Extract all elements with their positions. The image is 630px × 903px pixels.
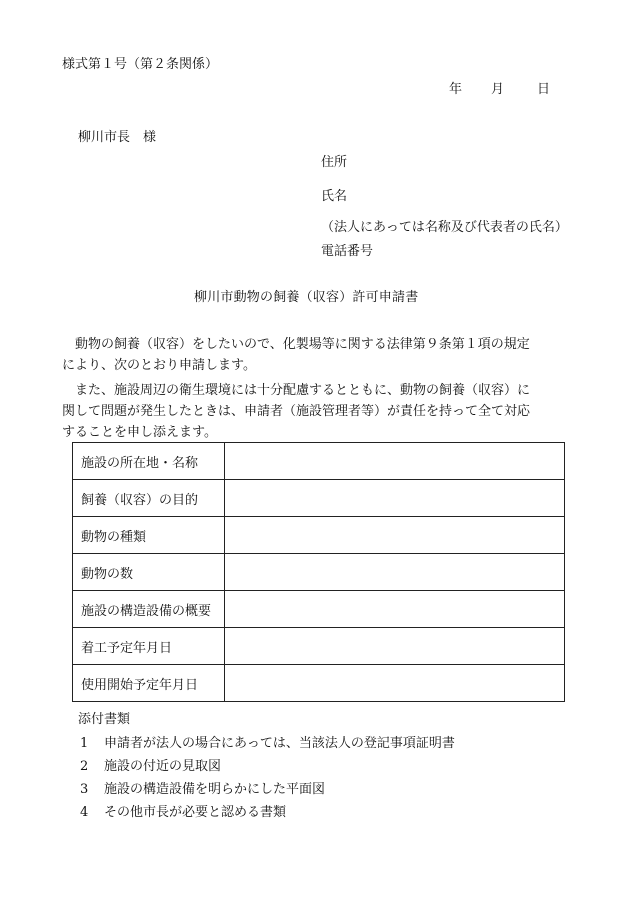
attachment-text: 申請者が法人の場合にあっては、当該法人の登記事項証明書: [104, 736, 455, 751]
attachment-number: 2: [80, 759, 89, 774]
attachment-text: 施設の付近の見取図: [104, 759, 222, 774]
addressee: 柳川市長 様: [78, 130, 157, 145]
row-label: 飼養（収容）の目的: [73, 480, 225, 517]
applicant-phone-label: 電話番号: [321, 244, 374, 259]
row-value-field[interactable]: [225, 665, 565, 702]
attachment-item: [80, 805, 286, 821]
table-row: [73, 628, 565, 665]
row-value-field[interactable]: [225, 554, 565, 591]
row-label: 使用開始予定年月日: [73, 665, 225, 702]
table-row: [73, 443, 565, 480]
date-month-label: 月: [491, 82, 505, 97]
body-paragraph-2-line-2: 関して問題が発生したときは、申請者（施設管理者等）が責任を持って全て対応: [62, 404, 531, 419]
attachment-text: 施設の構造設備を明らかにした平面図: [104, 782, 326, 797]
body-paragraph-1-line-2: により、次のとおり申請します。: [62, 358, 256, 373]
row-label: 動物の種類: [73, 517, 225, 554]
row-label: 着工予定年月日: [73, 628, 225, 665]
row-value-field[interactable]: [225, 443, 565, 480]
date-day-label: 日: [537, 82, 551, 97]
attachments-title: 添付書類: [78, 712, 131, 727]
attachment-number: 1: [80, 736, 89, 751]
row-value-field[interactable]: [225, 480, 565, 517]
date-year-label: 年: [449, 82, 463, 97]
attachment-item: [80, 736, 455, 752]
body-paragraph-2-line-1: また、施設周辺の衛生環境には十分配慮するとともに、動物の飼養（収容）に: [62, 383, 531, 398]
row-value-field[interactable]: [225, 591, 565, 628]
row-label: 動物の数: [73, 554, 225, 591]
row-value-field[interactable]: [225, 517, 565, 554]
body-paragraph-1-line-1: 動物の飼養（収容）をしたいので、化製場等に関する法律第９条第１項の規定: [62, 337, 530, 352]
applicant-address-label: 住所: [321, 155, 348, 170]
table-row: [73, 554, 565, 591]
attachment-text: その他市長が必要と認める書類: [104, 805, 287, 820]
body-paragraph-2-line-3: することを申し添えます。: [62, 425, 217, 440]
applicant-corporation-note: （法人にあっては名称及び代表者の氏名）: [321, 220, 568, 235]
table-row: [73, 480, 565, 517]
form-number: 様式第１号（第２条関係）: [62, 57, 219, 72]
table-row: [73, 591, 565, 628]
attachment-number: 3: [80, 782, 89, 797]
row-label: 施設の構造設備の概要: [73, 591, 225, 628]
attachment-number: 4: [80, 805, 89, 820]
facility-table: [72, 442, 565, 702]
row-value-field[interactable]: [225, 628, 565, 665]
date-line: [449, 82, 550, 98]
applicant-name-label: 氏名: [321, 189, 348, 204]
table-row: [73, 517, 565, 554]
attachment-item: [80, 782, 325, 798]
attachment-item: [80, 759, 221, 775]
row-label: 施設の所在地・名称: [73, 443, 225, 480]
document-title: 柳川市動物の飼養（収容）許可申請書: [194, 290, 419, 305]
table-row: [73, 665, 565, 702]
